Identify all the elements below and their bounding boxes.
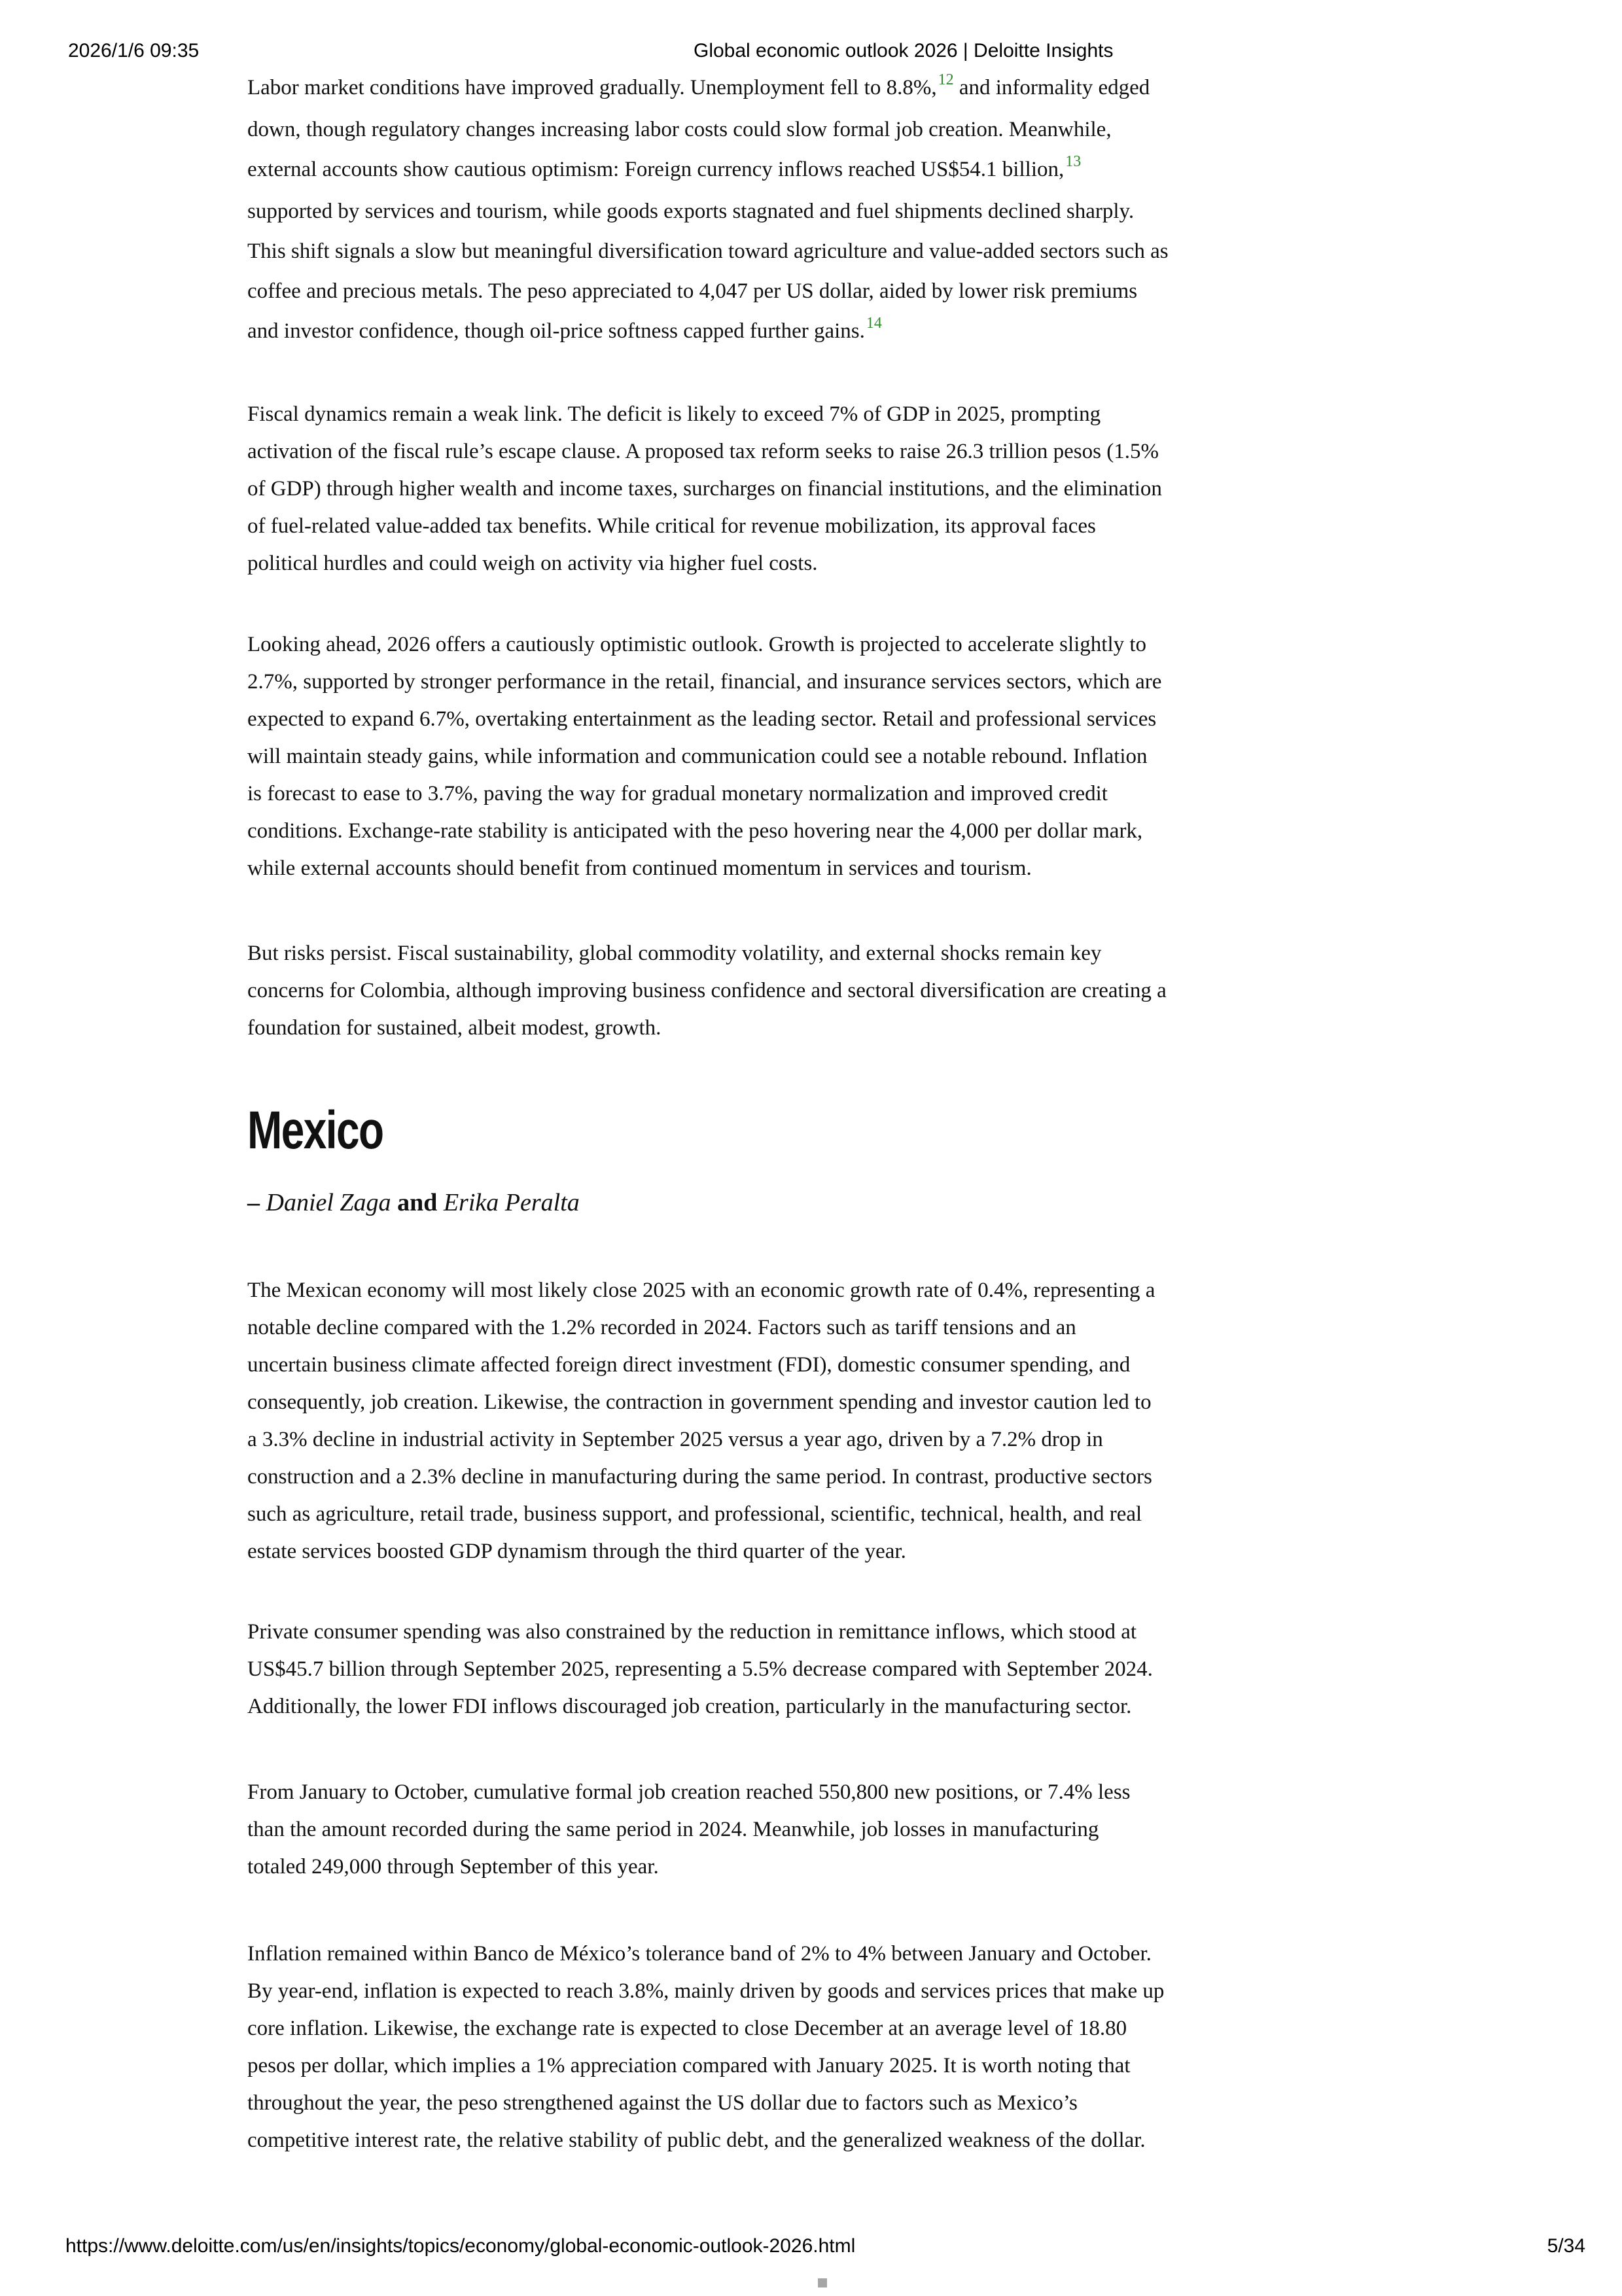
text-line: [247, 68, 1169, 110]
text-line: [247, 192, 1169, 232]
text-run: totaled 249,000 through September of this year.: [247, 1855, 659, 1879]
scrollbar-artifact: [818, 2278, 827, 2287]
text-line: [247, 2085, 1164, 2122]
paragraph-inflation-exchange: [247, 1935, 1164, 2159]
text-line: [247, 626, 1161, 663]
paragraph-consumer-spending: [247, 1614, 1153, 1725]
text-line: [247, 972, 1167, 1010]
text-line: [247, 1774, 1131, 1811]
text-line: [247, 1651, 1153, 1688]
text-line: [247, 508, 1162, 545]
text-line: [247, 110, 1169, 150]
text-line: [247, 1347, 1155, 1384]
text-line: [247, 1309, 1155, 1347]
text-line: [247, 1496, 1155, 1533]
text-line: [247, 738, 1161, 775]
header-title: Global economic outlook 2026 | Deloitte Insights: [694, 40, 1114, 62]
byline: [247, 1187, 580, 1218]
text-run: conditions. Exchange-rate stability is anticipated with the peso hovering near the 4,000 per dollar mark,: [247, 819, 1143, 843]
text-line: [247, 311, 1169, 353]
text-line: [247, 232, 1169, 272]
text-run: political hurdles and could weigh on activity via higher fuel costs.: [247, 552, 818, 575]
text-run: than the amount recorded during the same period in 2024. Meanwhile, job losses in manufacturing: [247, 1818, 1099, 1841]
text-run: such as agriculture, retail trade, business support, and professional, scientific, technical, health, and real: [247, 1502, 1142, 1526]
text-run: uncertain business climate affected foreign direct investment (FDI), domestic consumer spending, and: [247, 1353, 1131, 1377]
text-line: [247, 470, 1162, 508]
text-run: construction and a 2.3% decline in manufacturing during the same period. In contrast, productive sectors: [247, 1465, 1152, 1489]
text-run: Looking ahead, 2026 offers a cautiously optimistic outlook. Growth is projected to accelerate slightly to: [247, 633, 1147, 656]
text-run: Additionally, the lower FDI inflows discouraged job creation, particularly in the manufacturing sector.: [247, 1695, 1132, 1718]
text-line: [247, 1614, 1153, 1651]
text-run: coffee and precious metals. The peso appreciated to 4,047 per US dollar, aided by lower risk premiums: [247, 279, 1138, 303]
header-datetime: 2026/1/6 09:35: [68, 40, 200, 62]
text-line: [247, 2122, 1164, 2159]
text-line: [247, 1848, 1131, 1886]
text-run: external accounts show cautious optimism: Foreign currency inflows reached US$54.1 billion,: [247, 158, 1065, 181]
text-run: supported by services and tourism, while goods exports stagnated and fuel shipments declined sharply.: [247, 200, 1135, 223]
text-line: [247, 545, 1162, 582]
text-run: Inflation remained within Banco de México’s tolerance band of 2% to 4% between January and October.: [247, 1942, 1152, 1966]
text-run: Erika Peralta: [443, 1189, 580, 1216]
text-line: [247, 396, 1162, 433]
text-run: of GDP) through higher wealth and income taxes, surcharges on financial institutions, and the elimination: [247, 477, 1162, 501]
text-run: throughout the year, the peso strengthened against the US dollar due to factors such as Mexico’s: [247, 2091, 1078, 2115]
text-run: will maintain steady gains, while information and communication could see a notable rebound. Inflation: [247, 745, 1148, 768]
text-run: competitive interest rate, the relative stability of public debt, and the generalized weakness of the dollar.: [247, 2128, 1146, 2152]
paragraph-fiscal-dynamics: [247, 396, 1162, 582]
paragraph-risks: [247, 935, 1167, 1047]
text-run: From January to October, cumulative formal job creation reached 550,800 new positions, or 7.4% less: [247, 1780, 1131, 1804]
text-run: foundation for sustained, albeit modest, growth.: [247, 1016, 661, 1040]
text-line: [247, 1935, 1164, 1973]
text-run: Labor market conditions have improved gradually. Unemployment fell to 8.8%,: [247, 76, 937, 99]
text-line: [247, 1272, 1155, 1309]
text-run: and: [391, 1189, 444, 1216]
text-run: consequently, job creation. Likewise, the contraction in government spending and investor caution led to: [247, 1390, 1152, 1414]
text-line: [247, 850, 1161, 887]
text-line: [247, 1458, 1155, 1496]
text-line: [247, 701, 1161, 738]
text-run: US$45.7 billion through September 2025, representing a 5.5% decrease compared with September 2024.: [247, 1657, 1153, 1681]
text-run: down, though regulatory changes increasing labor costs could slow formal job creation. Meanwhile,: [247, 118, 1112, 141]
section-heading-mexico: Mexico: [247, 1101, 383, 1160]
footer-url: https://www.deloitte.com/us/en/insights/topics/economy/global-economic-outlook-2026.html: [65, 2235, 856, 2257]
text-run: of fuel-related value-added tax benefits. While critical for revenue mobilization, its approval faces: [247, 514, 1096, 538]
text-run: expected to expand 6.7%, overtaking entertainment as the leading sector. Retail and professional services: [247, 707, 1157, 731]
text-run: But risks persist. Fiscal sustainability, global commodity volatility, and external shocks remain key: [247, 942, 1102, 965]
text-run: and investor confidence, though oil-price softness capped further gains.: [247, 319, 865, 343]
paragraph-job-creation: [247, 1774, 1131, 1886]
text-run: This shift signals a slow but meaningful diversification toward agriculture and value-added sectors such as: [247, 239, 1169, 263]
text-run: pesos per dollar, which implies a 1% appreciation compared with January 2025. It is worth noting that: [247, 2054, 1131, 2077]
text-line: [247, 1010, 1167, 1047]
text-line: [247, 935, 1167, 972]
text-line: [247, 663, 1161, 701]
text-line: [247, 2047, 1164, 2085]
footnote-ref[interactable]: 14: [866, 315, 882, 332]
paragraph-mexico-growth: [247, 1272, 1155, 1570]
text-line: [247, 1973, 1164, 2010]
text-run: The Mexican economy will most likely close 2025 with an economic growth rate of 0.4%, representing a: [247, 1279, 1155, 1302]
text-run: 2.7%, supported by stronger performance in the retail, financial, and insurance services sectors, which are: [247, 670, 1162, 694]
text-line: [247, 150, 1169, 192]
text-line: [247, 433, 1162, 470]
text-line: [247, 813, 1161, 850]
text-run: estate services boosted GDP dynamism through the third quarter of the year.: [247, 1540, 906, 1563]
text-run: Daniel Zaga: [266, 1189, 391, 1216]
text-line: [247, 272, 1169, 311]
text-run: Fiscal dynamics remain a weak link. The deficit is likely to exceed 7% of GDP in 2025, prompting: [247, 402, 1101, 426]
text-run: core inflation. Likewise, the exchange rate is expected to close December at an average level of 18.80: [247, 2017, 1127, 2040]
text-run: and informality edged: [953, 76, 1150, 99]
text-run: concerns for Colombia, although improving business confidence and sectoral diversification are creating a: [247, 979, 1167, 1002]
text-run: while external accounts should benefit from continued momentum in services and tourism.: [247, 857, 1032, 880]
text-run: activation of the fiscal rule’s escape clause. A proposed tax reform seeks to raise 26.3 trillion pesos (1.5%: [247, 440, 1159, 463]
text-run: notable decline compared with the 1.2% recorded in 2024. Factors such as tariff tensions and an: [247, 1316, 1076, 1339]
text-line: [247, 1421, 1155, 1458]
footnote-ref[interactable]: 12: [938, 71, 954, 88]
text-run: Private consumer spending was also constrained by the reduction in remittance inflows, which stood at: [247, 1620, 1137, 1644]
footer-page-number: 5/34: [1547, 2235, 1585, 2257]
text-line: [247, 1533, 1155, 1570]
text-line: [247, 1811, 1131, 1848]
text-line: [247, 1384, 1155, 1421]
text-line: [247, 1688, 1153, 1725]
footnote-ref[interactable]: 13: [1065, 153, 1082, 170]
text-line: [247, 775, 1161, 813]
paragraph-labor-market: [247, 68, 1169, 353]
text-run: is forecast to ease to 3.7%, paving the way for gradual monetary normalization and improved credit: [247, 782, 1108, 805]
text-line: [247, 2010, 1164, 2047]
paragraph-2026-outlook: [247, 626, 1161, 887]
text-run: a 3.3% decline in industrial activity in September 2025 versus a year ago, driven by a 7.2% drop in: [247, 1428, 1103, 1451]
text-run: By year-end, inflation is expected to reach 3.8%, mainly driven by goods and services prices that make up: [247, 1979, 1165, 2003]
text-run: –: [247, 1189, 266, 1216]
